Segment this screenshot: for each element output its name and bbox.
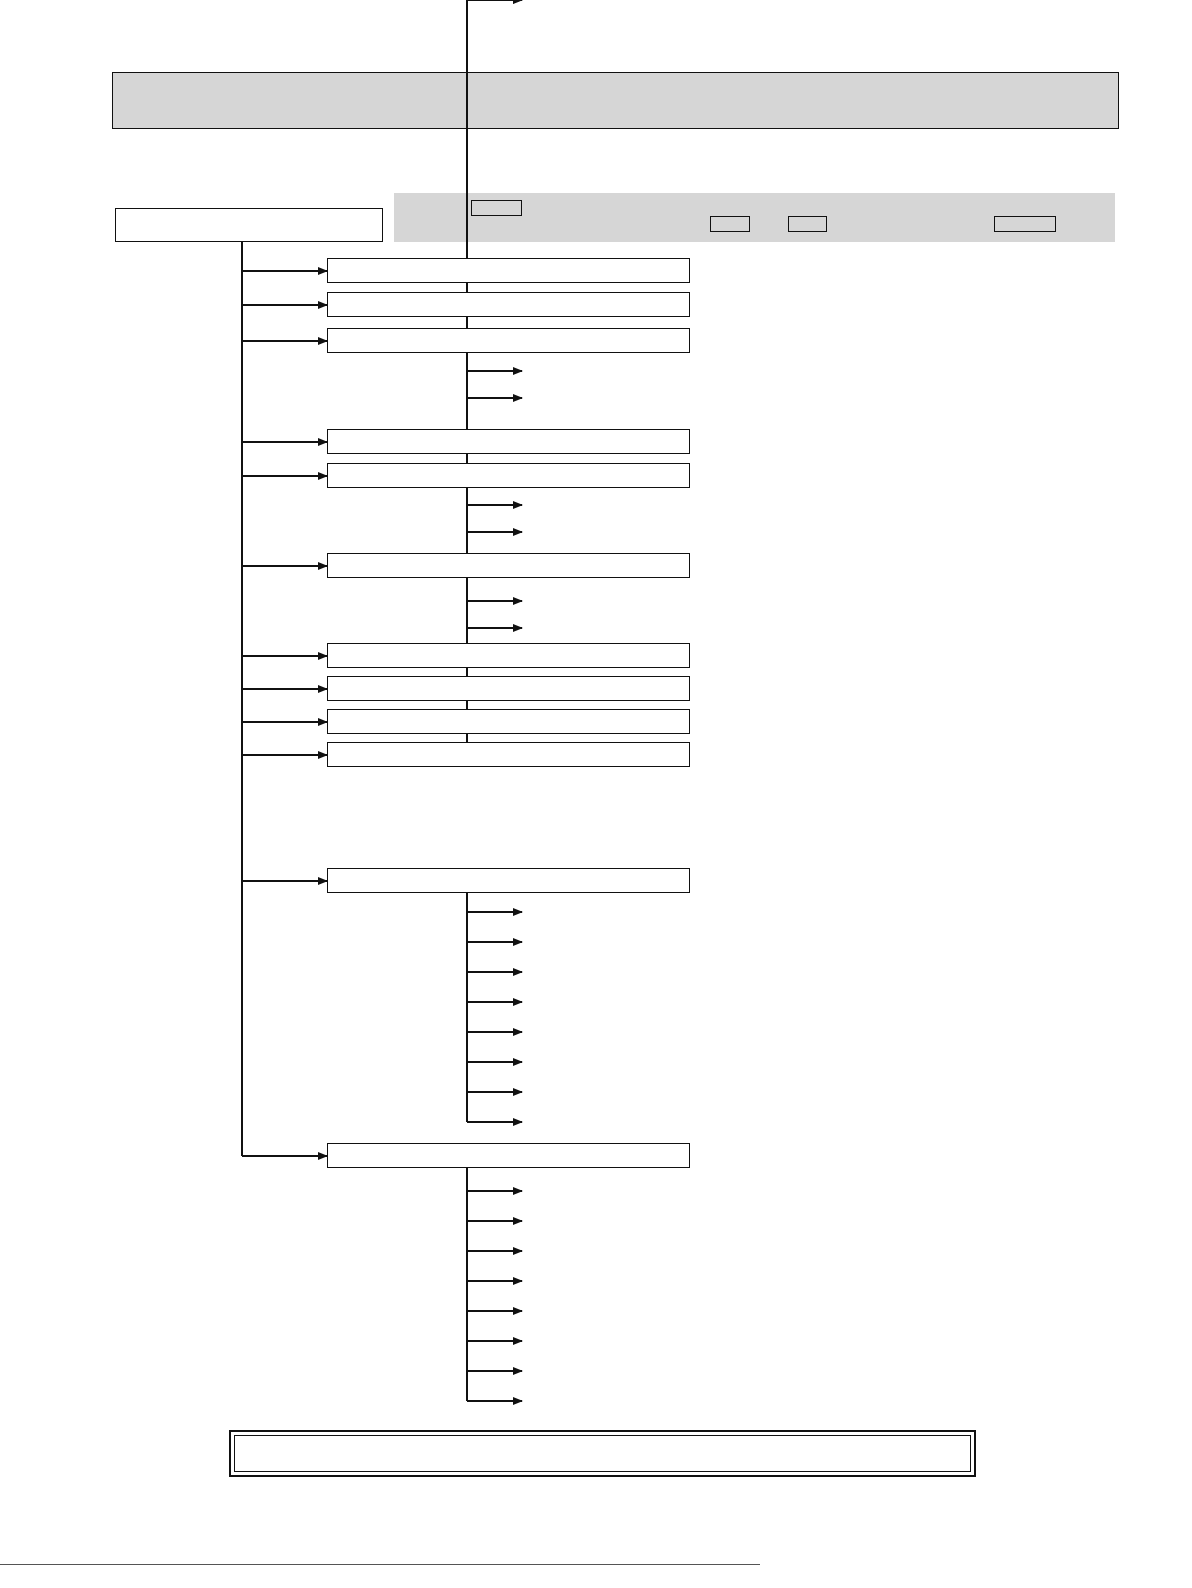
menu-item-4 xyxy=(327,429,690,454)
menu-item-9 xyxy=(327,709,690,734)
menu-item-7 xyxy=(327,643,690,668)
menu-item-1 xyxy=(327,258,690,283)
menu-item-11 xyxy=(327,868,690,893)
menu-item-8 xyxy=(327,676,690,701)
menu-item-10 xyxy=(327,742,690,767)
menu-item-6 xyxy=(327,553,690,578)
menu-item-5 xyxy=(327,463,690,488)
menu-item-12 xyxy=(327,1143,690,1168)
footer-note-box xyxy=(229,1430,976,1477)
page-bottom-rule xyxy=(0,1564,760,1565)
menu-item-2 xyxy=(327,292,690,317)
footer-inner-frame xyxy=(234,1435,971,1472)
menu-item-3 xyxy=(327,328,690,353)
